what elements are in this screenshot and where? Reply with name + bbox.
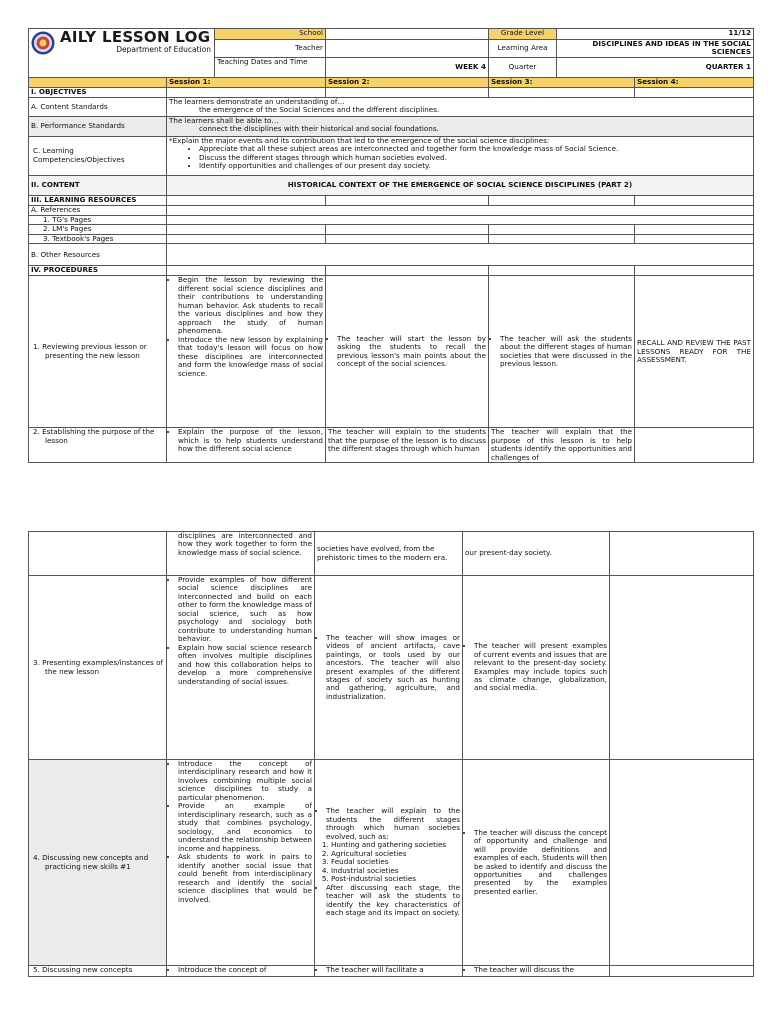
session-header-blank (29, 77, 167, 87)
teacher-value (326, 40, 489, 58)
learning-competencies-value: *Explain the major events and its contribution that led to the emergence of the social science disciplines: • Appreciate that all these subject areas are interconnected and together form the knowledge mass of Social Science. • Discuss the different stages through which human societies evolved. • Identify opportunities and challenges of our present day society. (167, 136, 754, 175)
procedure-1-session-3: • The teacher will ask the students about the different stages of human societies that were discussed in the previous lesson. (489, 276, 635, 428)
lesson-log-page-2 (28, 531, 753, 977)
content-value: HISTORICAL CONTEXT OF THE EMERGENCE OF SOCIAL SCIENCE DISCIPLINES (PART 2) (167, 175, 754, 195)
competency-item: • Appreciate that all these subject areas are interconnected and together form the knowledge mass of Social Science. (199, 145, 751, 153)
objectives-heading: I. OBJECTIVES (29, 87, 167, 97)
procedure-1-session-1: • Begin the lesson by reviewing the different social science disciplines and their contributions to understanding human behavior. Ask students to recall the various disciplines and how they approach the study of human phenomena. • Introduce the new lesson by explaining that today's lesson will focus on how these disciplines are interconnected and form the knowledge mass of social science. (167, 276, 326, 428)
lesson-log-table-page-2 (28, 531, 754, 977)
procedure-1-session-4: RECALL AND REVIEW THE PAST LESSONS READY FOR THE ASSESSMENT. (635, 276, 754, 428)
other-resources-label: B. Other Resources (29, 244, 167, 266)
teacher-label: Teacher (215, 40, 326, 58)
quarter-label: Quarter (489, 57, 557, 77)
header-title-block (29, 29, 215, 78)
procedure-2-continued-session-3: our present-day society. (463, 532, 610, 576)
tg-pages-label: 1. TG's Pages (29, 215, 167, 224)
session-2-header: Session 2: (326, 77, 489, 87)
lesson-log-table-page-1 (28, 28, 754, 463)
procedure-2-session-1: • Explain the purpose of the lesson, which is to help students understand how the different social science (167, 428, 326, 463)
week-value: WEEK 4 (326, 57, 489, 77)
procedure-2-session-4 (635, 428, 754, 463)
session-1-header: Session 1: (167, 77, 326, 87)
competency-item: • Identify opportunities and challenges of our present day society. (199, 162, 751, 170)
procedure-4-label: 4. Discussing new concepts and practicing new skills #1 (29, 760, 167, 966)
procedure-4-session-4 (610, 760, 754, 966)
session-4-header: Session 4: (635, 77, 754, 87)
stage-item: 5. Post-industrial societies (331, 875, 460, 883)
session-3-header: Session 3: (489, 77, 635, 87)
procedure-3-session-1: • Provide examples of how different social science disciplines are interconnected and build on each other to form the knowledge mass of social science, such as how psychology and sociology both contribute to understanding human behavior. • Explain how social science research often involves multiple disciplines and how this collaboration helps to develop a more comprehensive understanding of social issues. (167, 576, 315, 760)
stage-item: 1. Hunting and gathering societies (331, 841, 460, 849)
textbook-pages-label: 3. Textbook's Pages (29, 234, 167, 243)
procedure-2-session-2: The teacher will explain to the students that the purpose of the lesson is to discuss the different stages through which human (326, 428, 489, 463)
page-title: AILY LESSON LOG (60, 28, 211, 46)
procedure-5-session-4 (610, 966, 754, 977)
deped-seal-icon (31, 31, 55, 55)
stage-item: 3. Feudal societies (331, 858, 460, 866)
content-heading: II. CONTENT (29, 175, 167, 195)
procedure-2-continued-label (29, 532, 167, 576)
procedure-5-session-2: • The teacher will facilitate a (315, 966, 463, 977)
procedure-1-session-2: • The teacher will start the lesson by asking the students to recall the previous lesson's main points about the concept of the social sciences. (326, 276, 489, 428)
procedure-2-session-3: The teacher will explain that the purpose of this lesson is to help students identify the opportunities and challenges of (489, 428, 635, 463)
procedure-5-session-1: • Introduce the concept of (167, 966, 315, 977)
school-value (326, 29, 489, 40)
procedures-heading: IV. PROCEDURES (29, 266, 167, 276)
school-label: School (215, 29, 326, 40)
grade-level-value: 11/12 (557, 29, 754, 40)
procedure-3-session-2: • The teacher will show images or videos of ancient artifacts, cave paintings, or tools used by our ancestors. The teacher will also present examples of the different stages of society such as hunting and gathering, agriculture, and industrialization. (315, 576, 463, 760)
procedure-4-session-3: • The teacher will discuss the concept of opportunity and challenge and will provide definitions and examples of each. Students will then be asked to identify and discuss the opportunities and challenges presented by the examples presented earlier. (463, 760, 610, 966)
references-label: A. References (29, 205, 167, 215)
procedure-4-session-2: • The teacher will explain to the students the different stages through which human societies evolved, such as: 1. Hunting and gathering societies 2. Agricultural societies 3. Feudal societies 4. Industrial societies 5. Post-industrial societies • After discussing each stage, the teacher will ask the students to identify the key characteristics of each stage and its impact on society. (315, 760, 463, 966)
procedure-2-continued-session-1: disciplines are interconnected and how they work together to form the knowledge mass of social science. (167, 532, 315, 576)
learning-competencies-label: C. Learning Competencies/Objectives (29, 136, 167, 175)
content-standards-value: The learners demonstrate an understanding of… the emergence of the Social Sciences and the different disciplines. (167, 97, 754, 116)
procedure-1-label: 1. Reviewing previous lesson or presenting the new lesson (29, 276, 167, 428)
learning-area-value: DISCIPLINES AND IDEAS IN THE SOCIAL SCIENCES (557, 40, 754, 58)
performance-standards-label: B. Performance Standards (29, 116, 167, 136)
teaching-dates-label: Teaching Dates and Time (215, 57, 326, 77)
procedure-4-session-1: • Introduce the concept of interdisciplinary research and how it involves combining multiple social science disciplines to study a particular phenomenon. • Provide an example of interdisciplinary research, such as a study that combines psychology, sociology, and economics to understand the relationship between income and happiness. • Ask students to work in pairs to identify another social issue that could benefit from interdisciplinary research and identify the social science disciplines that would be involved. (167, 760, 315, 966)
competency-item: • Discuss the different stages through which human societies evolved. (199, 154, 751, 162)
procedure-3-label: 3. Presenting examples/instances of the new lesson (29, 576, 167, 760)
learning-resources-heading: III. LEARNING RESOURCES (29, 195, 167, 205)
quarter-value: QUARTER 1 (557, 57, 754, 77)
stage-item: 4. Industrial societies (331, 867, 460, 875)
stage-item: 2. Agricultural societies (331, 850, 460, 858)
procedure-2-continued-session-4 (610, 532, 754, 576)
learning-area-label: Learning Area (489, 40, 557, 58)
procedure-3-session-4 (610, 576, 754, 760)
procedure-2-continued-session-2: societies have evolved, from the prehistoric times to the modern era. (315, 532, 463, 576)
procedure-3-session-3: • The teacher will present examples of current events and issues that are relevant to the present-day society. Examples may include topics such as climate change, globalization, and social media. (463, 576, 610, 760)
procedure-5-session-3: • The teacher will discuss the (463, 966, 610, 977)
content-standards-label: A. Content Standards (29, 97, 167, 116)
grade-level-label: Grade Level (489, 29, 557, 40)
procedure-2-label: 2. Establishing the purpose of the lesson (29, 428, 167, 463)
performance-standards-value: The learners shall be able to… connect the disciplines with their historical and social foundations. (167, 116, 754, 136)
lm-pages-label: 2. LM's Pages (29, 225, 167, 234)
department-name: Department of Education (116, 45, 211, 54)
lesson-log-page-1 (28, 28, 753, 462)
procedure-5-label: 5. Discussing new concepts (29, 966, 167, 977)
